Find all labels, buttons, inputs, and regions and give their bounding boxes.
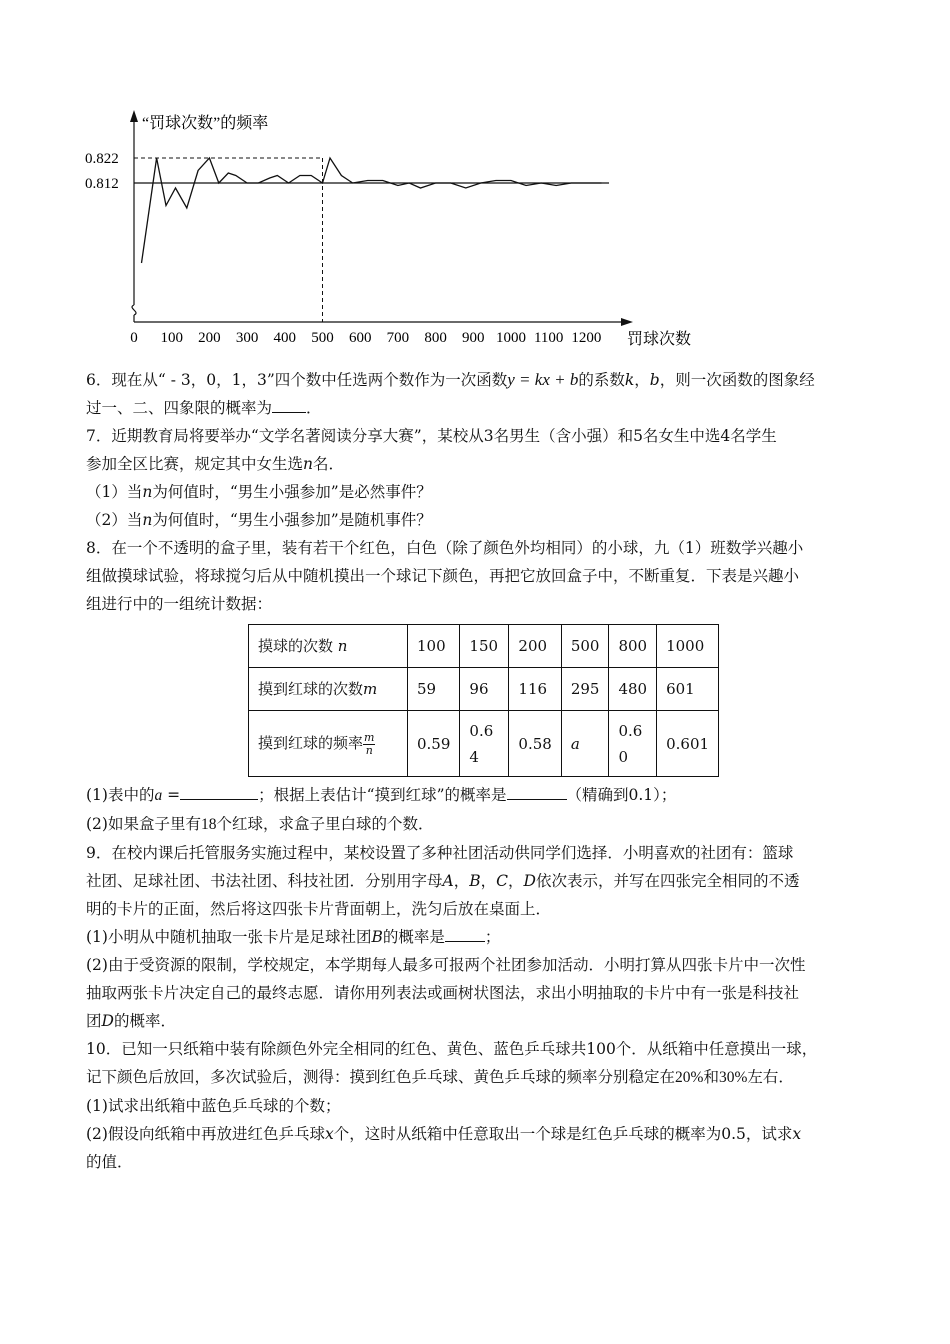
q6-line1 xyxy=(86,366,866,394)
table-cell: 96 xyxy=(460,668,509,711)
q6-text2: 过一、二、四象限的概率为 xyxy=(86,399,273,417)
row1-label: 摸球的次数 xyxy=(258,637,334,655)
x-tick-100: 100 xyxy=(160,330,183,346)
q7-sub2-n: n xyxy=(142,511,153,529)
row2-var: m xyxy=(363,680,378,698)
x-tick-1100: 1100 xyxy=(533,330,564,346)
x-tick-400: 400 xyxy=(273,330,297,346)
q7-n: n xyxy=(303,455,313,473)
q8-sub2 xyxy=(86,810,866,839)
q6-line2 xyxy=(86,394,866,422)
x-axis-label: 罚球次数 xyxy=(627,331,692,348)
table-cell: 601 xyxy=(657,668,719,711)
q8-sub1-c: （精确到0.1）； xyxy=(566,786,677,804)
q10-30pct: 30% xyxy=(718,1069,748,1086)
fraction-numerator: m xyxy=(364,730,375,744)
q10-line1: 10．已知一只纸箱中装有除颜色外完全相同的红色、黄色、蓝色乒乓球共100个．从纸箱中任意摸出一球， xyxy=(86,1040,818,1058)
table-cell xyxy=(609,711,657,777)
q9-sep: ， xyxy=(453,872,470,890)
y-tick-0822: 0.822 xyxy=(85,151,119,167)
q9-sub1-c: ； xyxy=(484,928,501,946)
q8-line3: 组进行中的一组统计数据： xyxy=(86,595,273,613)
q7-sub1-b: 为何值时，“男生小强参加”是必然事件？ xyxy=(152,483,432,501)
q8-sub2-a: (2)如果盒子里有 xyxy=(86,815,201,833)
table-cell xyxy=(249,668,408,711)
q10-sub2-end: 的值． xyxy=(86,1153,133,1171)
table-cell: 500 xyxy=(561,625,609,668)
table-cell: 100 xyxy=(408,625,460,668)
q6-b: b xyxy=(649,371,660,389)
cell-line1: 0.6 xyxy=(618,721,643,740)
q9-sub2-line2: 抽取两张卡片决定自己的最终志愿．请你用列表法或画树状图法，求出小明抽取的卡片中有一张是科技社 xyxy=(86,984,800,1002)
x-tick-600: 600 xyxy=(348,330,372,346)
q6-k: k xyxy=(624,371,635,389)
q7-sub2-a: （2）当 xyxy=(86,511,143,529)
table-cell: 0.601 xyxy=(657,711,719,777)
q8-line2: 组做摸球试验，将球搅匀后从中随机摸出一个球记下颜色，再把它放回盒子中，不断重复．下表是兴趣小 xyxy=(86,567,800,585)
row2-label: 摸到红球的次数 xyxy=(258,680,364,698)
table-row xyxy=(249,711,719,777)
q7-sub1-n: n xyxy=(142,483,153,501)
q10-sub2-b: 个，这时从纸箱中任意取出一个球是红色乒乓球的概率为0.5，试求 xyxy=(333,1125,793,1143)
table-cell: a xyxy=(561,711,609,777)
q7-text2a: 参加全区比赛，规定其中女生选 xyxy=(86,455,304,473)
x-tick-500: 500 xyxy=(311,330,334,346)
table-cell xyxy=(249,625,408,668)
q10-sub1: (1)试求出纸箱中蓝色乒乓球的个数； xyxy=(86,1097,341,1115)
table-row xyxy=(249,625,719,668)
q8-blank-a[interactable] xyxy=(180,784,258,801)
x-tick-700: 700 xyxy=(386,330,410,346)
q10-text2b: 左右． xyxy=(747,1068,794,1086)
q6-text1b: 的系数 xyxy=(578,371,625,389)
q9-B: B xyxy=(469,872,481,890)
table-cell: 1000 xyxy=(657,625,719,668)
q9-sub1-b: 的概率是 xyxy=(382,928,445,946)
q7-sub2-b: 为何值时，“男生小强参加”是随机事件？ xyxy=(152,511,432,529)
table-row xyxy=(249,668,719,711)
table-cell: 0.59 xyxy=(408,711,460,777)
q9-line1: 9．在校内课后托管服务实施过程中，某校设置了多种社团活动供同学们选择．小明喜欢的社团有：篮球 xyxy=(86,844,794,862)
table-cell: 800 xyxy=(609,625,657,668)
table-cell xyxy=(460,711,509,777)
fraction-denominator: n xyxy=(365,743,373,757)
x-tick-1000: 1000 xyxy=(496,330,526,346)
document-body xyxy=(86,362,866,1176)
q6-text1: 6．现在从“ - 3，0，1，3”四个数中任选两个数作为一次函数 xyxy=(86,371,508,389)
q7-sub1 xyxy=(86,478,866,506)
q6-comma: ， xyxy=(634,371,650,389)
x-tick-300: 300 xyxy=(235,330,259,346)
series-line-frequency xyxy=(142,158,602,263)
table-cell: 0.58 xyxy=(509,711,561,777)
q10-and: 和 xyxy=(703,1068,719,1086)
table-cell xyxy=(249,711,408,777)
q8-sub1-b: ；根据上表估计“摸到红球”的概率是 xyxy=(258,786,507,804)
axis-break xyxy=(132,305,136,315)
y-tick-0812: 0.812 xyxy=(85,176,119,192)
x-tick-200: 200 xyxy=(198,330,221,346)
frequency-chart-svg xyxy=(80,100,720,360)
q9-D: D xyxy=(523,872,536,890)
q10-20pct: 20% xyxy=(675,1069,704,1086)
q9-sep: ， xyxy=(508,872,524,890)
q7-line1: 7．近期教育局将要举办“文学名著阅读分享大赛”，某校从3名男生（含小强）和5名女生中选4名学生 xyxy=(86,427,777,445)
q10-x2: x xyxy=(792,1125,802,1143)
cell-line1: 0.6 xyxy=(469,721,494,740)
q7-sub1-a: （1）当 xyxy=(86,483,143,501)
q9-text2b: 依次表示，并写在四张完全相同的不透 xyxy=(535,872,800,890)
x-tick-0: 0 xyxy=(130,330,138,346)
q6-end: ． xyxy=(306,399,322,417)
q9-sub1-a: (1)小明从中随机抽取一张卡片是足球社团 xyxy=(86,928,372,946)
q10-sub2 xyxy=(86,1120,866,1148)
q10-sub2-a: (2)假设向纸箱中再放进红色乒乓球 xyxy=(86,1125,325,1143)
q7-line2 xyxy=(86,450,866,478)
q9-sep: ， xyxy=(480,872,497,890)
q8-a: a xyxy=(154,787,163,804)
q9-answer-blank[interactable] xyxy=(445,926,485,943)
q9-A: A xyxy=(442,872,454,890)
row1-var: n xyxy=(337,637,348,655)
q9-line2 xyxy=(86,867,866,895)
q9-C: C xyxy=(496,872,509,890)
table-cell: 59 xyxy=(408,668,460,711)
q9-sub2-3a: 团 xyxy=(86,1012,102,1030)
q9-sub2-3b: 的概率． xyxy=(113,1012,176,1030)
q8-sub1-a: (1)表中的 xyxy=(86,786,155,804)
x-tick-900: 900 xyxy=(462,330,485,346)
q10-text2a: 记下颜色后放回，多次试验后，测得：摸到红色乒乓球、黄色乒乓球的频率分别稳定在 xyxy=(86,1068,676,1086)
x-tick-800: 800 xyxy=(424,330,447,346)
q7-text2b: 名． xyxy=(313,455,345,473)
table-cell: 150 xyxy=(460,625,509,668)
q6-formula: y = kx + b xyxy=(507,370,579,389)
row3-label: 摸到红球的频率 xyxy=(258,734,364,753)
x-tick-1200: 1200 xyxy=(571,330,602,346)
q9-sub2-line1: (2)由于受资源的限制，学校规定，本学期每人最多可报两个社团参加活动．小明打算从四张卡片中一次性 xyxy=(86,956,806,974)
table-cell: 116 xyxy=(509,668,561,711)
x-tick-labels xyxy=(130,330,601,346)
q8-eq: = xyxy=(162,786,181,804)
q8-blank-prob[interactable] xyxy=(507,784,567,801)
q9-text2a: 社团、足球社团、书法社团、科技社团．分别用字母 xyxy=(86,872,443,890)
y-axis-arrow xyxy=(130,110,138,122)
table-cell: 480 xyxy=(609,668,657,711)
cell-line2: 0 xyxy=(618,747,628,766)
q8-sub1 xyxy=(86,781,866,810)
cell-line2: 4 xyxy=(469,747,479,766)
frequency-chart xyxy=(80,100,720,360)
q9-sub2-line3 xyxy=(86,1007,866,1035)
q8-sub2-b: 个红球，求盒子里白球的个数． xyxy=(216,815,434,833)
q9-line3: 明的卡片的正面，然后将这四张卡片背面朝上，洗匀后放在桌面上． xyxy=(86,900,552,918)
series-group xyxy=(134,158,609,322)
q9-sub1 xyxy=(86,923,866,951)
y-axis-label: “罚球次数”的频率 xyxy=(142,115,269,132)
table-cell: 200 xyxy=(509,625,561,668)
q7-sub2 xyxy=(86,506,866,534)
q9-sub1-B: B xyxy=(371,928,383,946)
fraction-m-over-n xyxy=(363,732,375,757)
q10-line2 xyxy=(86,1063,866,1092)
q8-table xyxy=(248,624,719,777)
q8-18: 18 xyxy=(200,816,217,833)
q10-x: x xyxy=(324,1125,334,1143)
q6-text1c: ，则一次函数的图象经 xyxy=(659,371,815,389)
q9-sub2-D: D xyxy=(101,1012,114,1030)
q6-answer-blank[interactable] xyxy=(272,397,306,414)
x-axis-arrow xyxy=(621,318,633,326)
q8-line1: 8．在一个不透明的盒子里，装有若干个红色，白色（除了颜色外均相同）的小球，九（1）班数学兴趣小 xyxy=(86,539,804,557)
table-cell: 295 xyxy=(561,668,609,711)
